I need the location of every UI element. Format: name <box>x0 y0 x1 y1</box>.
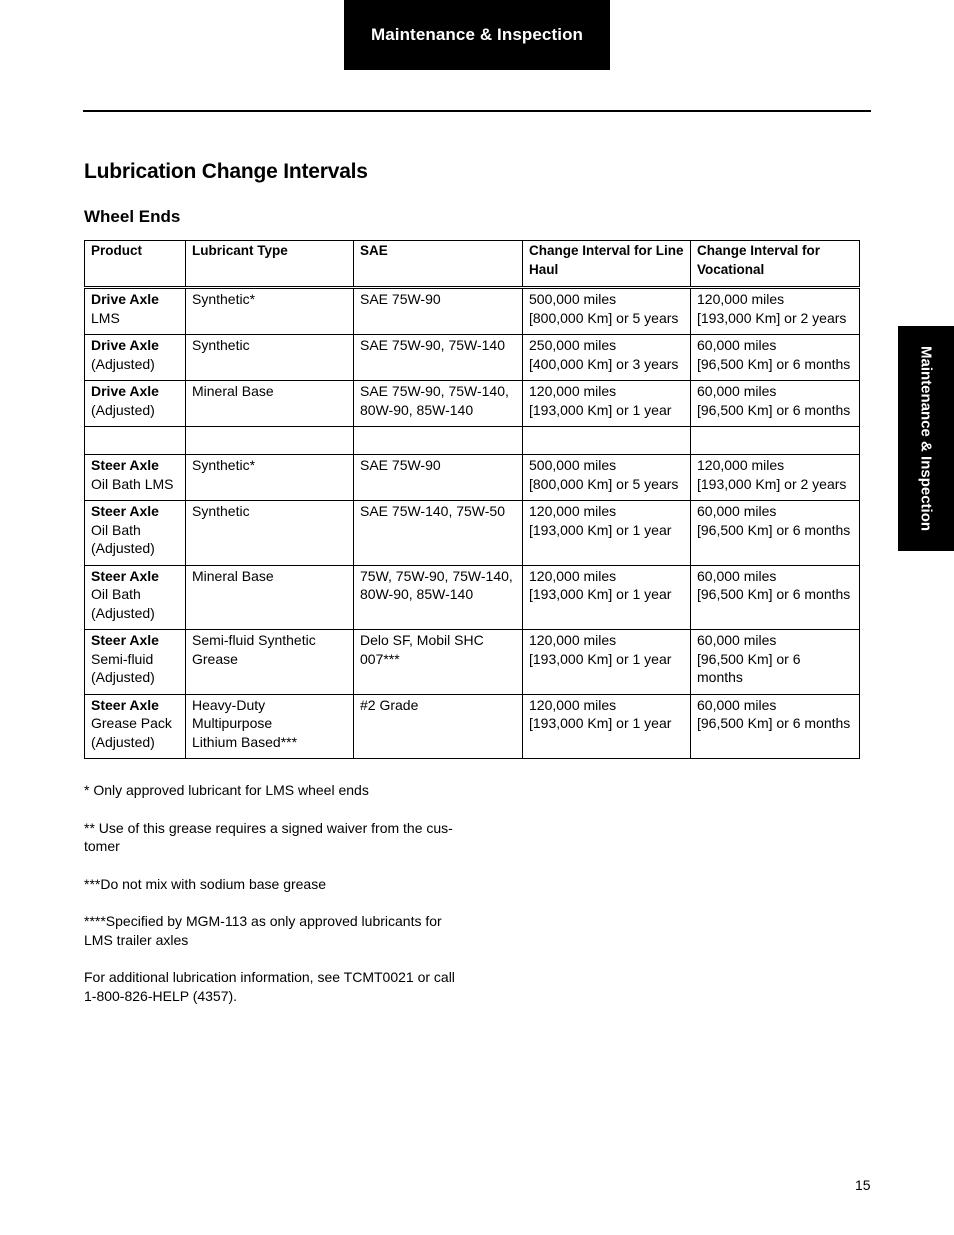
column-header-vocational: Change Interval for Vocational <box>691 241 860 288</box>
lubricant-type: Synthetic <box>192 503 250 519</box>
vocational-cell <box>691 381 860 427</box>
table-row <box>85 694 860 759</box>
product-detail: LMS <box>91 309 120 326</box>
product-detail: Oil Bath (Adjusted) <box>91 586 155 621</box>
vocational-interval: 60,000 miles [96,500 Km] or 6 months <box>697 503 851 538</box>
column-header-sae: SAE <box>354 241 523 288</box>
header-section-tab <box>344 0 610 70</box>
side-section-label: Maintenance & Inspection <box>917 345 935 532</box>
product-cell <box>85 381 186 427</box>
sae-cell <box>354 630 523 695</box>
table-header-row <box>85 241 860 288</box>
product-detail: Oil Bath LMS <box>91 475 174 492</box>
lubricant-type: Mineral Base <box>192 383 274 399</box>
sae-grade: SAE 75W-90, 75W-140 <box>360 337 506 353</box>
table-row <box>85 630 860 695</box>
product-cell <box>85 501 186 566</box>
sae-grade: SAE 75W-140, 75W-50 <box>360 503 506 519</box>
line-haul-cell <box>523 381 691 427</box>
lubricant-type: Semi-fluid Synthetic Grease <box>192 632 316 667</box>
product-name: Drive Axle <box>91 337 159 353</box>
line-haul-interval: 120,000 miles [193,000 Km] or 1 year <box>529 503 672 538</box>
vocational-cell <box>691 630 860 695</box>
side-section-tab <box>898 326 954 551</box>
product-name: Steer Axle <box>91 567 159 584</box>
footnote-grease-waiver: ** Use of this grease requires a signed waiver from the cus- tomer <box>84 819 453 854</box>
product-name: Steer Axle <box>91 457 159 473</box>
line-haul-interval: 500,000 miles [800,000 Km] or 5 years <box>529 291 679 326</box>
section-title: Wheel Ends <box>84 207 181 226</box>
sae-grade: SAE 75W-90, 75W-140, 80W-90, 85W-140 <box>360 383 509 418</box>
sae-grade: #2 Grade <box>360 696 419 713</box>
vocational-cell <box>691 565 860 630</box>
line-haul-cell <box>523 630 691 695</box>
line-haul-interval: 120,000 miles [193,000 Km] or 1 year <box>529 383 672 418</box>
column-header-line-haul: Change Interval for Line Haul <box>523 241 691 288</box>
lubricant-cell <box>186 630 354 695</box>
sae-cell <box>354 694 523 759</box>
lubricant-type: Mineral Base <box>192 567 274 584</box>
table-row <box>85 335 860 381</box>
product-name: Steer Axle <box>91 696 159 713</box>
sae-cell <box>354 335 523 381</box>
line-haul-cell <box>523 501 691 566</box>
product-cell <box>85 565 186 630</box>
product-name: Steer Axle <box>91 632 159 648</box>
vocational-interval: 60,000 miles [96,500 Km] or 6 months <box>697 383 851 418</box>
line-haul-cell <box>523 565 691 630</box>
column-header-lubricant-type: Lubricant Type <box>186 241 354 288</box>
page-title: Lubrication Change Intervals <box>84 160 368 183</box>
header-section-label: Maintenance & Inspection <box>370 25 584 44</box>
line-haul-cell <box>523 694 691 759</box>
product-cell <box>85 694 186 759</box>
vocational-interval: 60,000 miles [96,500 Km] or 6 months <box>697 567 851 602</box>
table-row <box>85 381 860 427</box>
line-haul-cell <box>523 455 691 501</box>
product-name: Steer Axle <box>91 503 159 519</box>
product-name: Drive Axle <box>91 291 159 307</box>
lubricant-cell <box>186 381 354 427</box>
lubricant-type: Synthetic* <box>192 291 256 307</box>
line-haul-interval: 120,000 miles [193,000 Km] or 1 year <box>529 696 672 731</box>
lubrication-table <box>84 240 860 759</box>
line-haul-interval: 120,000 miles [193,000 Km] or 1 year <box>529 567 672 602</box>
product-cell <box>85 335 186 381</box>
footnotes <box>84 781 474 1024</box>
lubricant-cell <box>186 694 354 759</box>
vocational-interval: 60,000 miles [96,500 Km] or 6 months <box>697 696 851 731</box>
product-name: Drive Axle <box>91 383 159 399</box>
vocational-cell <box>691 501 860 566</box>
sae-grade: SAE 75W-90 <box>360 291 441 307</box>
lubricant-type: Synthetic* <box>192 457 256 473</box>
line-haul-interval: 500,000 miles [800,000 Km] or 5 years <box>529 457 679 492</box>
vocational-cell <box>691 694 860 759</box>
product-detail: (Adjusted) <box>91 401 155 418</box>
sae-grade: Delo SF, Mobil SHC 007*** <box>360 632 484 667</box>
lubricant-type: Synthetic <box>192 337 250 353</box>
sae-cell <box>354 288 523 335</box>
lubricant-cell <box>186 335 354 381</box>
product-cell <box>85 455 186 501</box>
footnote-sodium-grease: ***Do not mix with sodium base grease <box>84 875 327 892</box>
lubricant-cell <box>186 455 354 501</box>
lubricant-cell <box>186 565 354 630</box>
line-haul-cell <box>523 335 691 381</box>
blank-separator-row <box>85 427 860 455</box>
sae-cell <box>354 381 523 427</box>
table-row <box>85 501 860 566</box>
vocational-interval: 60,000 miles [96,500 Km] or 6 months <box>697 337 851 372</box>
line-haul-cell <box>523 288 691 335</box>
vocational-cell <box>691 455 860 501</box>
line-haul-interval: 250,000 miles [400,000 Km] or 3 years <box>529 337 679 372</box>
footnote-lms-approved: * Only approved lubricant for LMS wheel ends <box>84 782 369 798</box>
column-header-product: Product <box>85 241 186 288</box>
table-row <box>85 288 860 335</box>
table-row <box>85 455 860 501</box>
footnote-mgm-113: ****Specified by MGM-113 as only approved lubricants for LMS trailer axles <box>84 913 442 948</box>
table-row <box>85 565 860 630</box>
vocational-interval: 120,000 miles [193,000 Km] or 2 years <box>697 291 847 326</box>
vocational-interval: 120,000 miles [193,000 Km] or 2 years <box>697 457 847 492</box>
lubricant-cell <box>186 288 354 335</box>
product-detail: (Adjusted) <box>91 355 155 372</box>
product-detail: Oil Bath (Adjusted) <box>91 521 155 556</box>
sae-grade: SAE 75W-90 <box>360 457 441 473</box>
product-detail: Semi-fluid (Adjusted) <box>91 650 155 685</box>
sae-cell <box>354 501 523 566</box>
product-detail: Grease Pack (Adjusted) <box>91 715 172 750</box>
sae-cell <box>354 565 523 630</box>
vocational-interval: 60,000 miles [96,500 Km] or 6 months <box>697 632 801 685</box>
sae-cell <box>354 455 523 501</box>
product-cell <box>85 630 186 695</box>
product-cell <box>85 288 186 335</box>
sae-grade: 75W, 75W-90, 75W-140, 80W-90, 85W-140 <box>360 567 513 602</box>
footnote-additional-info: For additional lubrication information, see TCMT0021 or call 1-800-826-HELP (4357). <box>84 969 455 1004</box>
line-haul-interval: 120,000 miles [193,000 Km] or 1 year <box>529 632 672 667</box>
vocational-cell <box>691 288 860 335</box>
vocational-cell <box>691 335 860 381</box>
lubricant-cell <box>186 501 354 566</box>
lubricant-type: Heavy-Duty Multipurpose Lithium Based*** <box>192 696 298 750</box>
page-number: 15 <box>855 1177 871 1193</box>
header-rule <box>83 110 871 112</box>
